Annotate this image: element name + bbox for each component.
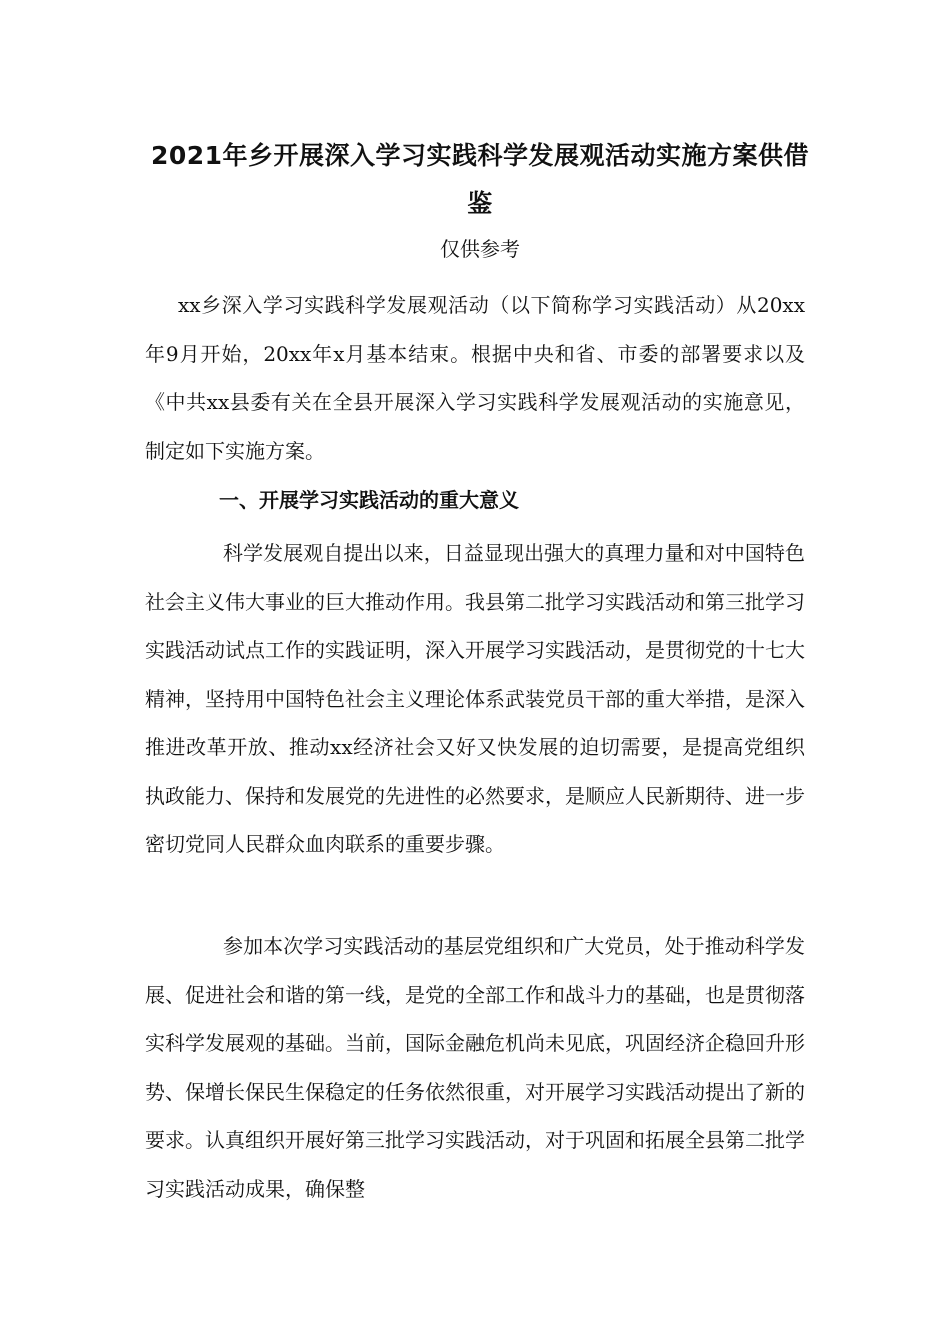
body-paragraph-1: 科学发展观自提出以来，日益显现出强大的真理力量和对中国特色社会主义伟大事业的巨大推动作用。我县第二批学习实践活动和第三批学习实践活动试点工作的实践证明，深入开展学习实践活动，是贯彻党的十七大精神，坚持用中国特色社会主义理论体系武装党员干部的重大举措，是深入推进改革开放、推动xx经济社会又好又快发展的迫切需要，是提高党组织执政能力、保持和发展党的先进性的必然要求，是顺应人民新期待、进一步密切党同人民群众血肉联系的重要步骤。 xyxy=(145,541,805,856)
intro-paragraph: xx乡深入学习实践科学发展观活动（以下简称学习实践活动）从20xx年9月开始，20xx年x月基本结束。根据中央和省、市委的部署要求以及《中共xx县委有关在全县开展深入学习实践科学发展观活动的实施意见，制定如下实施方案。 xyxy=(145,293,805,463)
body-paragraph-2: 参加本次学习实践活动的基层党组织和广大党员，处于推动科学发展、促进社会和谐的第一线，是党的全部工作和战斗力的基础，也是贯彻落实科学发展观的基础。当前，国际金融危机尚未见底，巩固经济企稳回升形势、保增长保民生保稳定的任务依然很重，对开展学习实践活动提出了新的要求。认真组织开展好第三批学习实践活动，对于巩固和拓展全县第二批学习实践活动成果，确保整 xyxy=(145,934,805,1201)
document-title: 2021年乡开展深入学习实践科学发展观活动实施方案供借鉴 xyxy=(150,141,810,218)
section-heading: 一、开展学习实践活动的重大意义 xyxy=(219,488,519,512)
document-subtitle: 仅供参考 xyxy=(440,237,520,261)
